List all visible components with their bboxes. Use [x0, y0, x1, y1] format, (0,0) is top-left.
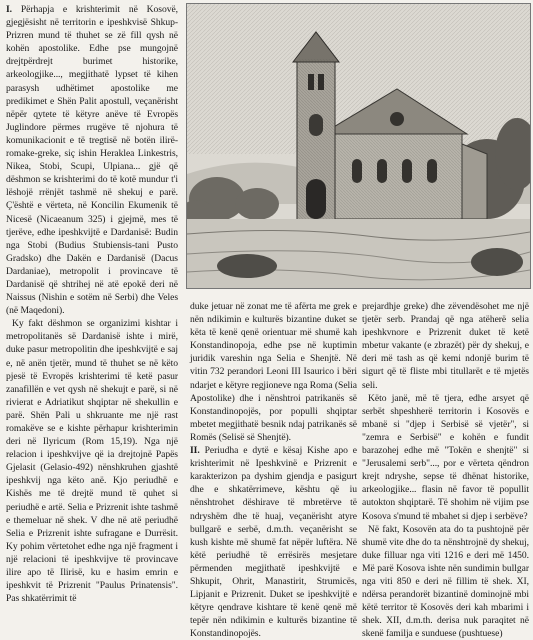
paragraph-2 — [190, 444, 357, 640]
text-column-left — [6, 3, 178, 605]
section-numeral: I. — [6, 4, 13, 15]
church-illustration — [186, 3, 531, 289]
paragraph-1 — [6, 3, 178, 317]
paragraph-1 — [190, 300, 357, 444]
paragraph-text: Përhapja e krishterimit në Kosovë, gjegjësisht në territorin e ipeshkvisë Shkup-Prizren mund të thuhet se zë fill qysh në kohën apostolike. Edhe pse mungojnë drejtpërdrejt burimet historike, arkeologjike..., megjithatë lypset të kihen parasysh udhëtimet apostolike me predikimet e Shën Palit apostull, veçanërisht nëpër qytete të këtyre anëve të Evropës Juglindore përmes rrugëve të njohura të komunikacionit e të tregtisë në botën ilirë-romake-greke, siç ishin Heraklea Linkestris, Nikea, Stobi, Scupi, Ulpiana... gjë që dëshmon se krishterimi do të kotë mundur t'i lëshojë rrënjët tashmë në shekuj e parë. Ç'është e vërteta, në Koncilin Ekumenik të Nicesë (Nicaeanum 325) i gjejmë, mes të tjerëve, edhe ipeshkvijtë e Dardanisë: Budin nga Stobi (Budius Stubiensis-tani Pusto Gradsko) dhe Dakën e Dardanisë (Dacus Dardaniae), metropolit i provincave të Dardanisë që shtrihej në atë epokë deri në Naissus (Nishin e sotëm në Serbi) dhe Veles (në Maqedoni). — [6, 4, 178, 317]
paragraph-text: Këto janë, më të tjera, edhe arsyet që serbët shpeshherë territorin i Kosovës e mbanë si "djep i Serbisë së vjetër", si "zemra e Serbisë" e kohën e fundit barazohej edhe më "Tokën e shenjtë" si "Jerusalemi serb"..., por e vërteta qëndron krejt ndryshe, sepse të dhënat historike, arkeologjike... flasin në favor të popullit autokton shqiptarë. Të shohim në vijim pse Kosova s'mund të mbahet si djep i serbëve? — [362, 392, 529, 522]
text-column-middle — [190, 300, 357, 640]
church-drawing — [187, 4, 530, 288]
paragraph-text: Në fakt, Kosovën ata do ta pushtojnë për shumë vite dhe do ta nënshtrojnë dy shekuj, duke filluar nga viti 1216 e deri më 1450. Më parë Kosova ishte nën sundimin bullgar nga viti 850 e deri në fillim të shek. XI, ndërsa perandorët bizantinë dominojnë mbi këtë territor të Kosovës deri kah mbarimi i shek. XII, d.m.th. derisa nuk paraqitet në skenë familja e sunduese (pushtuese) — [362, 523, 529, 640]
text-column-right — [362, 300, 529, 640]
paragraph-2 — [6, 317, 178, 605]
paragraph-text: Ky fakt dëshmon se organizimi kishtar i metropolitanës së Dardanisë ishte i mirë, duke pasur metropolitin dhe ipeshkvijtë e saj e, në anën tjetër, mund të thuhet se në këto pjesë të Evropës krishterimi të ketë pasur zanafillën e vet qysh në shekujt e parë, si në rivierat e Adriatikut shqiptar në shekullin e parë. Shën Pali u shkruante me një rast romakëve se e kishte përhapur krishterimin deri në Ilyricum (Rom 15,19). Nga një relacion i ipeshkvijve që ia drejtojnë Papës Gjelasit (Gelasio-492) nënshkruhen gjashtë ipeshkvij nga këto anë. Kjo periudhë e Kishës me të drejtë mund të quhet si periudhë e artë. Selia e Prizrenit ishte tashmë e themeluar në shek. V dhe në atë periudhë Selia e Prizrenit ishte sufragane e Durrësit. Ky pohim vërtetohet edhe nga një fragment i një relacioni të ipeshkvijve të provincave ilire apo të Ilirisë, ku e hasim emrin e ipeshkvit të Prizrenit "Paulus Prinatensis". Pas shkatërrimit të — [6, 318, 178, 605]
paragraph-3 — [362, 523, 529, 640]
paragraph-1 — [362, 300, 529, 392]
paragraph-2 — [362, 392, 529, 523]
section-numeral: II. — [190, 445, 200, 457]
paragraph-text: duke jetuar në zonat me të afërta me grek e nën ndikimin e kulturës bizantine duket se këta të kenë qenë orientuar më shumë kah Konstandinopoja, edhe pse në kuptimin juridik vareshin nga Selia e Shenjtë. Në vitin 732 perandori Leoni III Isaurico i bëri ndarjet e këtyre regjioneve nga Roma (Selia Apostolike) dhe i nënshtroi patrikanës së Konstandinopojës, por populli shqiptar mbetet megjithatë besnik ndaj patrikanës së Romës (Selisë së Shenjtë). — [190, 301, 357, 443]
paragraph-text: prejardhje greke) dhe zëvendësohet me një tjetër serb. Prandaj që nga atëherë selia ipeshkvnore e Prizrenit duket të ketë mbetur vakante (e zbrazët) për dy shekuj, e deri më tash as që kemi ndonjë burim të sigurt që të fliste mbi titullarët e të mjetës seli. — [362, 301, 529, 391]
paragraph-text: Periudha e dytë e kësaj Kishe apo e krishterimit në Ipeshkvinë e Prizrenit e karakterizon pa dyshim gjendja e pasigurt dhe e shkatërrimeve, kështu që iu nënshtrohet dëshirave të mbretërve të ndryshëm dhe të huaj, veçanërisht atyre bullgarë e serbë, d.m.th. veçanërisht se kush kishte më shumë fat nëpër luftëra. Në këtë periudhë të errësirës mesjetare përmenden megjithatë ipeshkvijtë e Shkupit, Ohrit, Manastirit, Strumicës, Lipjanit e Prizrenit. Duket se ipeshkvijtë e këtyre qendrave kishtare të kenë qenë më tepër nën ndikimin e kulturës bizantine të Konstandinopojës. — [190, 445, 357, 640]
